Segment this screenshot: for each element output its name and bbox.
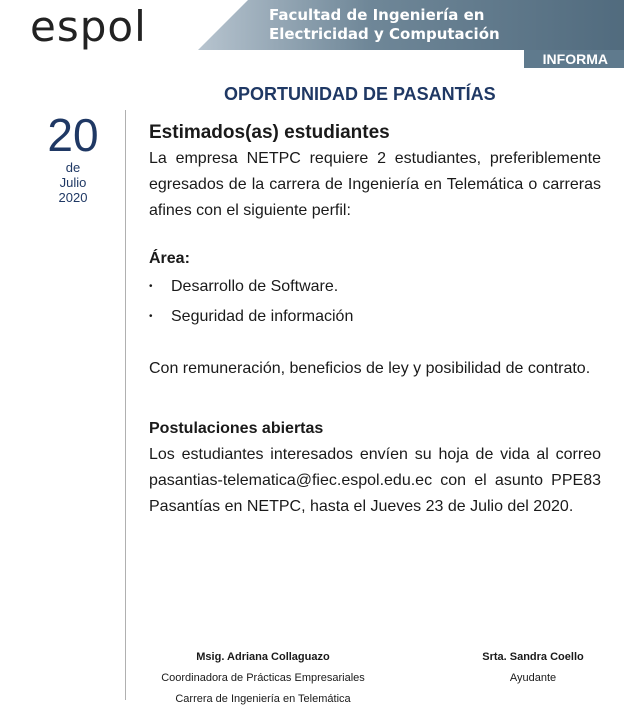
signature-assistant — [448, 647, 618, 689]
date-day: 20 — [47, 109, 99, 161]
page-title: OPORTUNIDAD DE PASANTÍAS — [224, 84, 496, 104]
intro-paragraph: La empresa NETPC requiere 2 estudiantes, preferiblemente egresados de la carrera de Ingeniería en Telemática o carreras afines con el siguiente perfil: — [149, 150, 601, 219]
announcement-body — [149, 120, 601, 520]
signature-role: Coordinadora de Prácticas Empresariales — [161, 672, 365, 684]
list-item: • Desarrollo de Software. — [149, 272, 601, 302]
date-de: de — [65, 160, 81, 175]
area-heading: Área: — [149, 250, 190, 267]
signature-name: Msig. Adriana Collaguazo — [196, 651, 330, 663]
date-block — [37, 110, 109, 205]
banner-line-1: Facultad de Ingeniería en — [269, 6, 485, 24]
faculty-banner-text — [269, 6, 500, 44]
date-year: 2020 — [58, 190, 88, 205]
area-list — [149, 272, 601, 332]
greeting: Estimados(as) estudiantes — [149, 122, 390, 143]
date-month: Julio — [59, 175, 87, 190]
espol-logo: espol — [30, 2, 147, 51]
signature-role: Ayudante — [509, 672, 557, 684]
signature-coordinator — [143, 647, 383, 710]
banner-line-2: Electricidad y Computación — [269, 25, 500, 43]
signature-name: Srta. Sandra Coello — [482, 651, 584, 663]
list-item: • Seguridad de información — [149, 302, 601, 332]
signature-dept: Carrera de Ingeniería en Telemática — [175, 693, 351, 705]
postulations-heading: Postulaciones abiertas — [149, 420, 324, 437]
postulations-paragraph: Los estudiantes interesados envíen su hoja de vida al correo pasantias-telematica@fiec.espol.edu.ec con el asunto PPE83 Pasantías en NETPC, hasta el Jueves 23 de Julio del 2020. — [149, 446, 601, 515]
remuneration-paragraph: Con remuneración, beneficios de ley y posibilidad de contrato. — [149, 360, 591, 377]
informa-tag: INFORMA — [524, 50, 624, 68]
vertical-divider — [125, 110, 126, 700]
